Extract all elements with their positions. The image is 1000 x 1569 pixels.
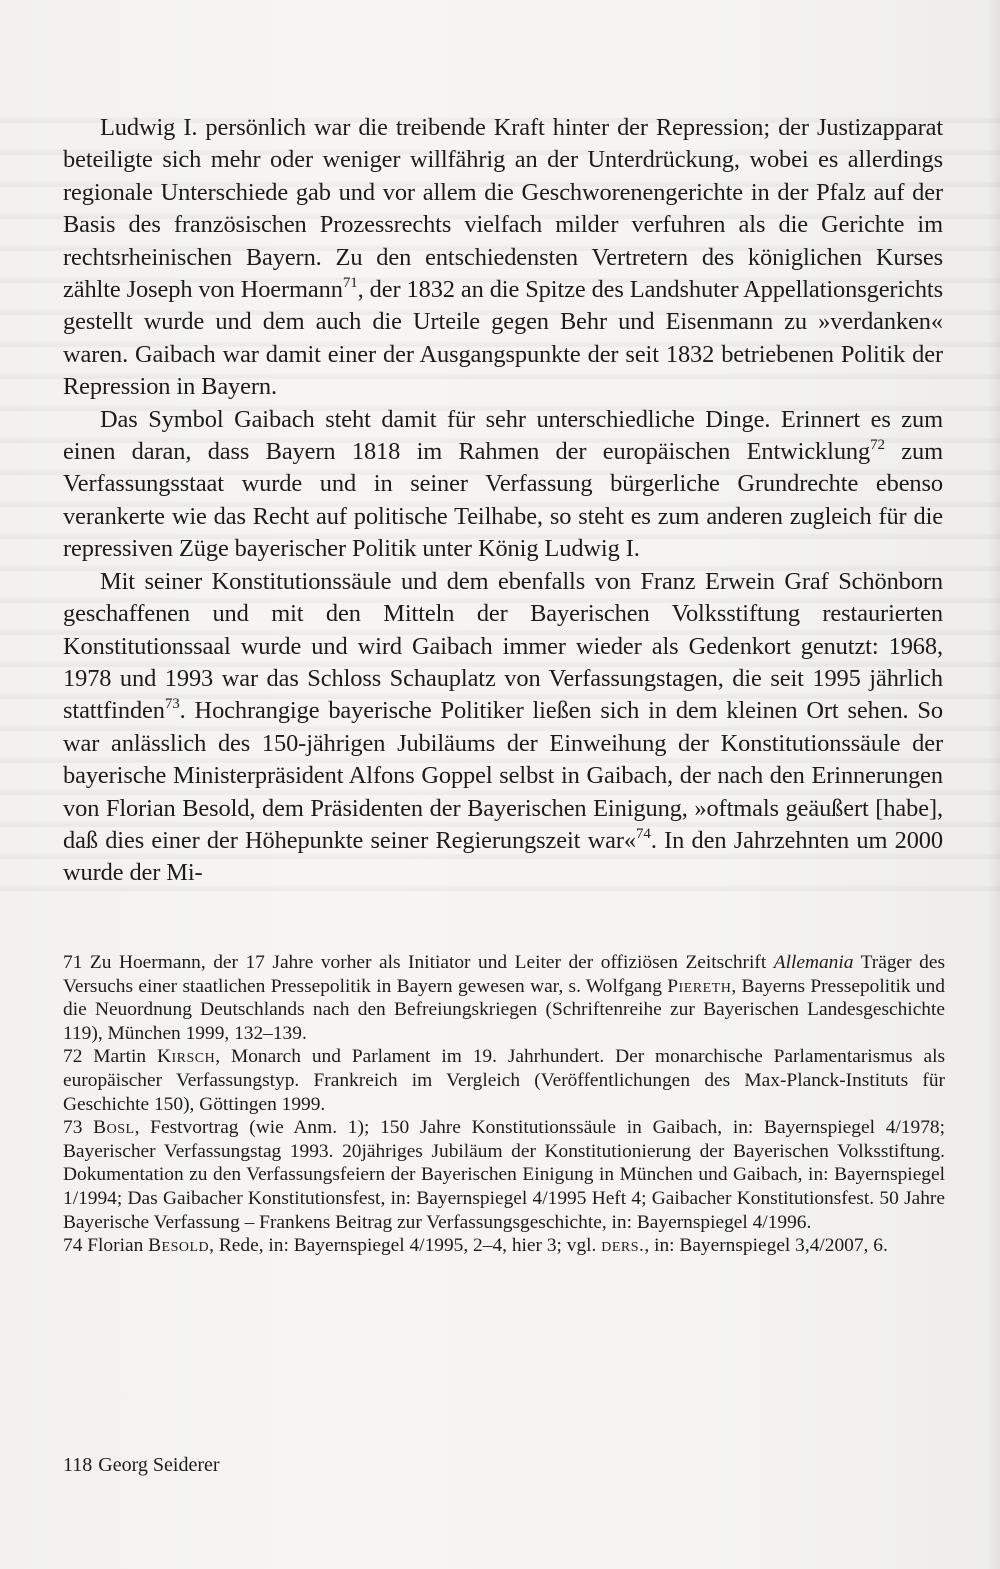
footnote-number: 73 [63, 1117, 83, 1139]
footnote-number: 72 [63, 1046, 83, 1068]
footnote-73: 73 Bosl, Festvortrag (wie Anm. 1); 150 Jahre Konstitutionssäule in Gaibach, in: Bayernspiegel 4/1978; Bayerischer Verfassungstag 1993. 20jähriges Jubiläum der Konstitutionierung der Bayerischen Volksstiftung. Dokumentation zu den Verfassungsfeiern der Bayerischen Einigung in München und Gaibach, in: Bayernspiegel 1/1994; Das Gaibacher Konstitutionsfest, in: Bayernspiegel 4/1995 Heft 4; Gaibacher Konstitutionsfest. 50 Jahre Bayerische Verfassung – Frankens Beitrag zur Verfassungsgeschichte, in: Bayernspiegel 4/1996. [63, 1117, 945, 1233]
paragraph-3: Mit seiner Konstitutionssäule und dem ebenfalls von Franz Erwein Graf Schönborn geschaffenen und mit den Mitteln der Bayerischen Volksstiftung restaurierten Konstitutionssaal wurde und wird Gaibach immer wieder als Gedenkort genutzt: 1968, 1978 und 1993 war das Schloss Schauplatz von Verfassungstagen, die seit 1995 jährlich stattfinden$^{73}$. Hochrangige bayerische Politiker ließen sich in dem kleinen Ort sehen. So war anlässlich des 150-jährigen Jubiläums der Einweihung der Konstitutionssäule der bayerische Ministerpräsident Alfons Goppel selbst in Gaibach, der nach den Erinnerungen von Florian Besold, dem Präsidenten der Bayerischen Einigung, »oftmals geäußert [habe], daß dies einer der Höhepunkte seiner Regierungszeit war«$^{74}$. In den Jahrzehnten um 2000 wurde der Mi- [63, 567, 943, 887]
author-name: Kirsch [156, 1046, 216, 1068]
author-name-ders: ders. [601, 1235, 645, 1257]
footnote-72: 72 Martin Kirsch, Monarch und Parlament im 19. Jahrhundert. Der monarchische Parlamentarismus als europäischer Verfassungstyp. Frankreich im Vergleich (Veröffentlichungen des Max-Planck-Instituts für Geschichte 150), Göttingen 1999. [63, 1046, 945, 1115]
footnotes [63, 951, 945, 1258]
page-footer [63, 1453, 220, 1477]
footnote-ref-73[interactable]: 73 [164, 696, 180, 713]
journal-title: Allemania [773, 952, 854, 973]
author-name: Bosl [93, 1117, 135, 1139]
page-number: 118 [63, 1454, 93, 1476]
author-name: Piereth [667, 975, 732, 997]
footnote-74: 74 Florian Besold, Rede, in: Bayernspiegel 4/1995, 2–4, hier 3; vgl. ders., in: Bayernspiegel 3,4/2007, 6. [63, 1235, 888, 1257]
footnote-ref-72[interactable]: 72 [870, 437, 885, 454]
main-text [63, 112, 943, 890]
author-name: Besold [148, 1235, 210, 1257]
footnote-number: 74 [63, 1235, 83, 1257]
footnote-ref-74[interactable]: 74 [636, 825, 651, 842]
running-head: Georg Seiderer [98, 1454, 220, 1476]
footnote-number: 71 [63, 952, 83, 973]
footnote-ref-71[interactable]: 71 [342, 275, 358, 292]
footnote-71: 71 Zu Hoermann, der 17 Jahre vorher als Initiator und Leiter der offiziösen Zeitschrift Allemania Träger des Versuchs einer staatlichen Pressepolitik in Bayern gewesen war, s. Wolfgang Piereth, Bayerns Pressepolitik und die Neuordnung Deutschlands nach den Befreiungskriegen (Schriftenreihe zur Bayerischen Landesgeschichte 119), München 1999, 132–139. [63, 952, 946, 1044]
paragraph-1: Ludwig I. persönlich war die treibende Kraft hinter der Repression; der Justizapparat beteiligte sich mehr oder weniger willfährig an der Unterdrückung, wobei es allerdings regionale Unterschiede gab und vor allem die Geschworenengerichte in der Pfalz auf der Basis des französischen Prozessrechts vielfach milder verfuhren als die Gerichte im rechtsrheinischen Bayern. Zu den entschiedensten Vertretern des königlichen Kurses zählte Joseph von Hoermann$^{71}$, der 1832 an die Spitze des Landshuter Appellationsgerichts gestellt wurde und dem auch die Urteile gegen Behr und Eisenmann zu »verdanken« waren. Gaibach war damit einer der Ausgangspunkte der seit 1832 betriebenen Politik der Repression in Bayern. [63, 114, 944, 401]
paragraph-2: Das Symbol Gaibach steht damit für sehr unterschiedliche Dinge. Erinnert es zum einen daran, dass Bayern 1818 im Rahmen der europäischen Entwicklung$^{72}$ zum Verfassungsstaat wurde und in seiner Verfassung bürgerliche Grundrechte ebenso verankerte wie das Recht auf politische Teilhabe, so steht es zum anderen zugleich für die repressiven Züge bayerischer Politik unter König Ludwig I. [63, 405, 943, 563]
